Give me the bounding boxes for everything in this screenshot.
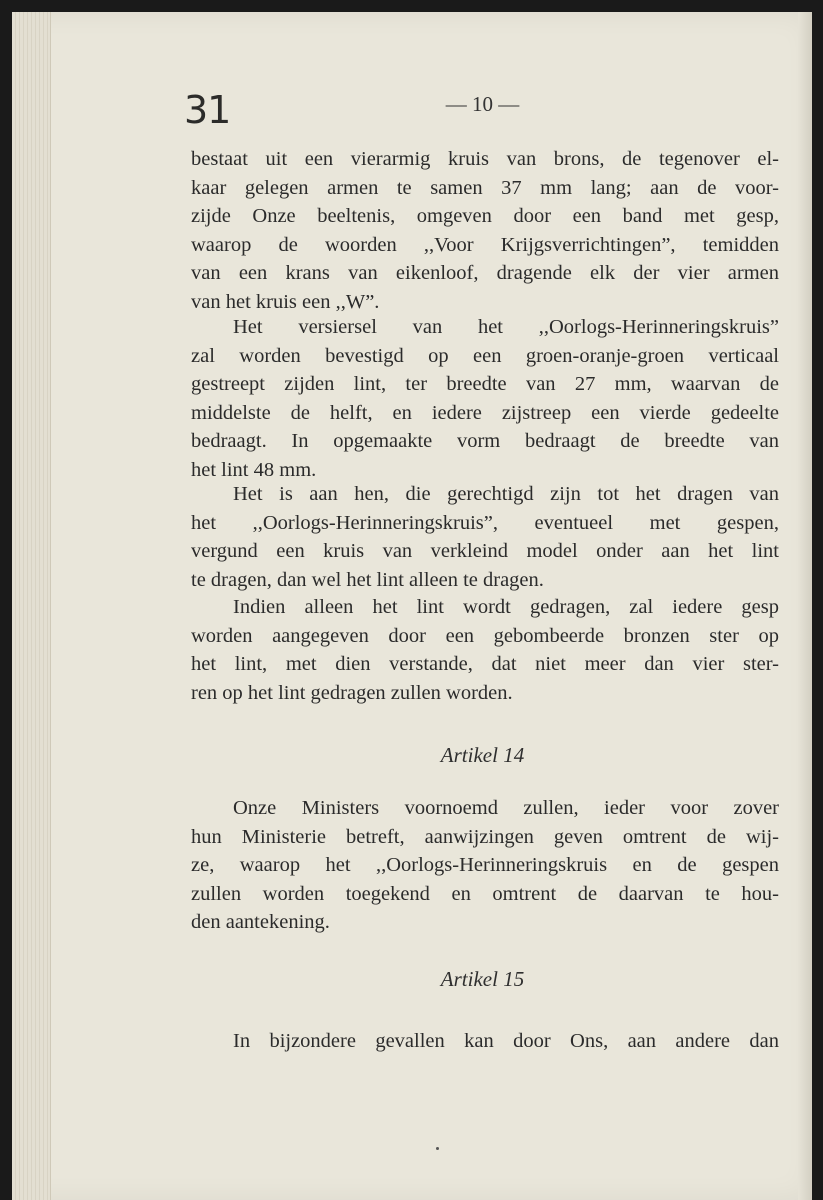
- text-line: Het is aan hen, die gerechtigd zijn tot het dragen van: [233, 483, 779, 505]
- text-line: worden aangegeven door een gebombeerde bronzen ster op: [191, 624, 779, 647]
- text-line: ren op het lint gedragen zullen worden.: [191, 681, 513, 704]
- text-line: kaar gelegen armen te samen 37 mm lang; aan de voor-: [191, 176, 779, 199]
- text-line: den aantekening.: [191, 911, 330, 933]
- paragraph-2: [191, 313, 779, 484]
- text-line: hun Ministerie betreft, aanwijzingen geven omtrent de wij-: [191, 825, 779, 848]
- text-line: waarop de woorden ,,Voor Krijgsverrichtingen”, temidden: [191, 233, 779, 256]
- text-line: In bijzondere gevallen kan door Ons, aan andere dan: [233, 1030, 779, 1052]
- text-line: Onze Ministers voornoemd zullen, ieder voor zover: [233, 797, 779, 819]
- text-line: bestaat uit een vierarmig kruis van brons, de tegenover el-: [191, 148, 779, 170]
- paragraph-5: [191, 794, 779, 937]
- article-14-heading: Artikel 14: [440, 743, 525, 767]
- text-line: zijde Onze beeltenis, omgeven door een band met gesp,: [191, 205, 779, 227]
- text-line: zal worden bevestigd op een groen-oranje-groen verticaal: [191, 344, 779, 367]
- text-line: gestreept zijden lint, ter breedte van 27 mm, waarvan de: [191, 373, 779, 395]
- text-line: Indien alleen het lint wordt gedragen, zal iedere gesp: [233, 596, 779, 618]
- text-line: zullen worden toegekend en omtrent de daarvan te hou-: [191, 882, 779, 905]
- paragraph-4: [191, 593, 779, 707]
- page-number: — 10 —: [445, 92, 520, 116]
- paragraph-6: [191, 1027, 779, 1056]
- text-line: middelste de helft, en iedere zijstreep een vierde gedeelte: [191, 401, 779, 424]
- text-line: te dragen, dan wel het lint alleen te dragen.: [191, 568, 544, 591]
- text-line: bedraagt. In opgemaakte vorm bedraagt de breedte van: [191, 430, 779, 452]
- folio-mark: 31: [184, 88, 231, 132]
- ink-speck: [436, 1147, 439, 1150]
- article-15-heading: Artikel 15: [440, 967, 525, 991]
- paragraph-1: [191, 145, 779, 316]
- text-line: het lint 48 mm.: [191, 458, 317, 481]
- page-edge-left: [12, 12, 51, 1200]
- text-line: vergund een kruis van verkleind model onder aan het lint: [191, 540, 779, 562]
- paragraph-3: [191, 480, 779, 594]
- text-line: het ,,Oorlogs-Herinneringskruis”, eventueel met gespen,: [191, 511, 779, 534]
- text-line: Het versiersel van het ,,Oorlogs-Herinneringskruis”: [233, 316, 779, 338]
- text-line: het lint, met dien verstande, dat niet meer dan vier ster-: [191, 653, 779, 675]
- text-line: van het kruis een ,,W”.: [191, 290, 380, 313]
- page-edge-right: [798, 12, 812, 1200]
- text-line: ze, waarop het ,,Oorlogs-Herinneringskruis en de gespen: [191, 854, 779, 876]
- text-line: van een krans van eikenloof, dragende elk der vier armen: [191, 262, 779, 284]
